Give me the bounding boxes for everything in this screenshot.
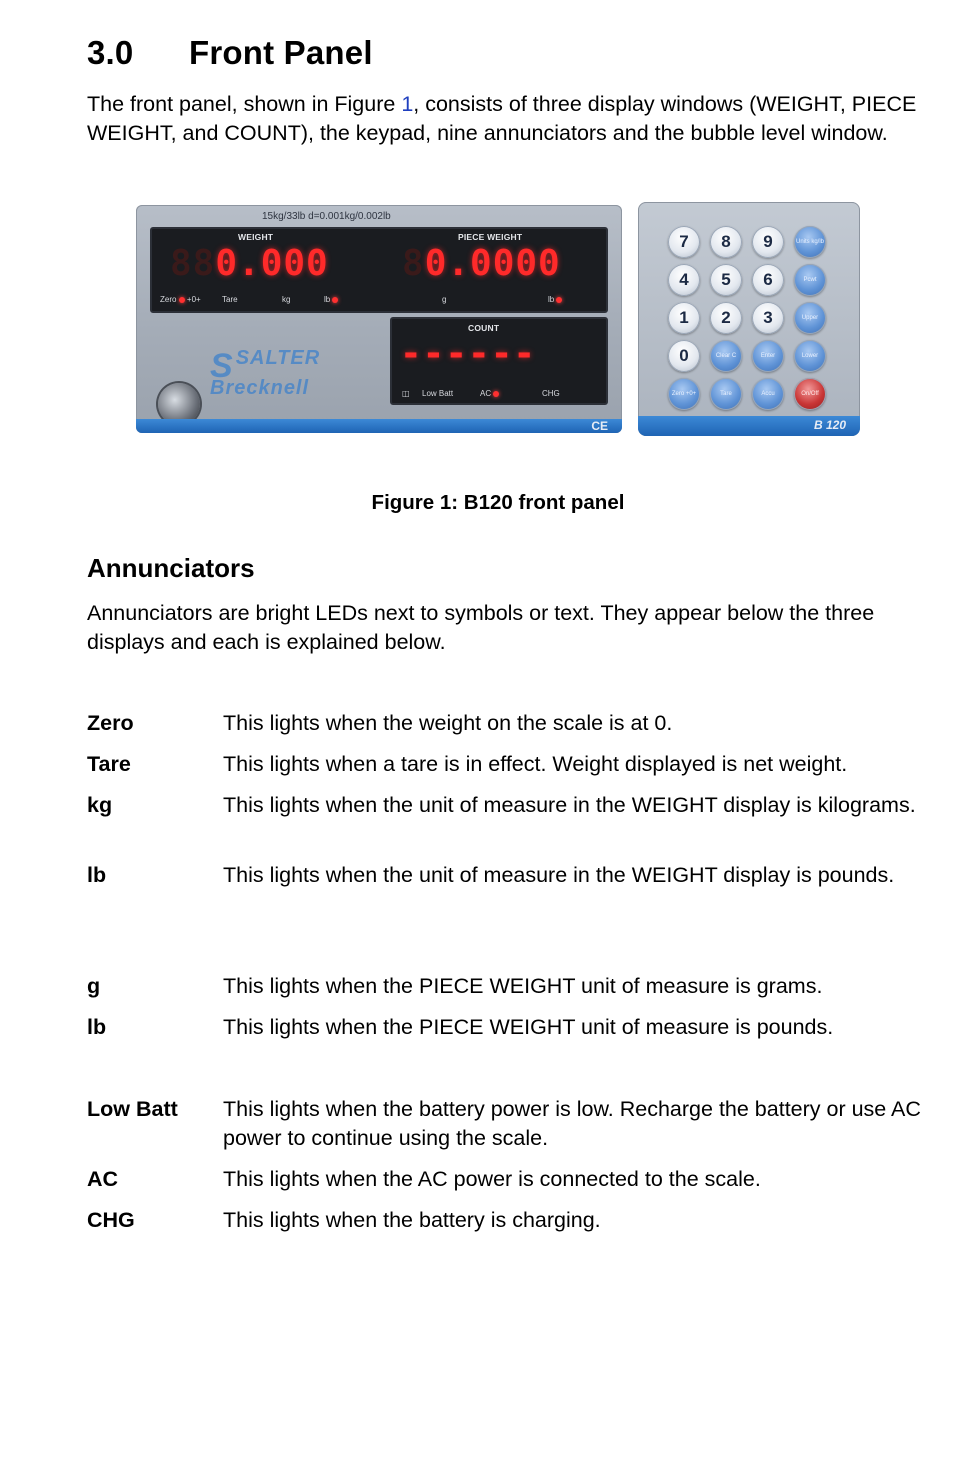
definition-desc: This lights when the unit of measure in the WEIGHT display is kilograms. [223,793,916,817]
section-heading [87,34,373,72]
definition-desc: This lights when a tare is in effect. Weight displayed is net weight. [223,752,848,776]
intro-paragraph [87,90,917,148]
piece-lb-annunciator: lb [548,295,562,304]
piece-weight-display: 80.0000 [402,243,561,284]
count-window [390,317,608,405]
count-display: ------ [400,333,537,374]
annunciators-intro: Annunciators are bright LEDs next to symbols or text. They appear below the three displays and each is explained below. [87,601,875,654]
kg-annunciator: kg [282,295,291,304]
definition-term: Tare [87,752,131,776]
definition-term: CHG [87,1208,135,1232]
intro-text-1: The front panel, shown in Figure [87,92,402,116]
definition-desc: This lights when the AC power is connected to the scale. [223,1167,761,1191]
chg-annunciator: CHG [542,389,560,398]
definition-term: g [87,974,101,998]
figure-link[interactable]: 1 [401,92,414,116]
definition-term: Zero [87,711,134,735]
key-0: 0 [668,340,700,372]
key-tare: Tare [710,378,742,410]
definition-term: AC [87,1167,119,1191]
capacity-spec-label: 15kg/33lb d=0.001kg/0.002lb [262,211,391,222]
key-accu: Accu [752,378,784,410]
definition-term: kg [87,793,113,817]
key-on-off: On/Off [794,378,826,410]
definition-term: Low Batt [87,1097,178,1121]
key-upper: Upper [794,302,826,334]
section-number: 3.0 [87,34,134,71]
model-label: B 120 [813,418,846,432]
lb-annunciator: lb [324,295,338,304]
key-3: 3 [752,302,784,334]
definition-desc: This lights when the PIECE WEIGHT unit of measure is pounds. [223,1015,834,1039]
key-6: 6 [752,264,784,296]
weight-label: WEIGHT [238,232,274,242]
ac-annunciator: AC [480,389,499,398]
definition-term: lb [87,863,107,887]
tare-annunciator: Tare [222,295,238,304]
key-9: 9 [752,226,784,258]
key-lower: Lower [794,340,826,372]
front-panel-figure [136,202,860,438]
key-2: 2 [710,302,742,334]
definition-desc: This lights when the PIECE WEIGHT unit of measure is grams. [223,974,823,998]
weight-and-piece-window [150,227,608,313]
weight-display: 880.000 [170,243,329,284]
definition-desc: This lights when the battery power is low. Recharge the battery or use AC power to continue using the scale. [223,1097,921,1150]
key-clear: Clear C [710,340,742,372]
count-label: COUNT [468,323,500,333]
keypad-panel [638,202,860,436]
key-8: 8 [710,226,742,258]
key-units: Units kg/lb [794,226,826,258]
definition-desc: This lights when the weight on the scale is at 0. [223,711,673,735]
battery-icon: ◫ [402,389,410,398]
figure-caption: Figure 1: B120 front panel [371,491,625,514]
key-4: 4 [668,264,700,296]
ce-mark: CE [591,419,608,433]
g-annunciator: g [442,295,447,304]
annunciators-heading: Annunciators [87,553,255,583]
blue-trim [136,419,622,433]
piece-weight-label: PIECE WEIGHT [458,232,523,242]
section-title: Front Panel [189,34,373,71]
key-pcwt: Pcwt [794,264,826,296]
key-7: 7 [668,226,700,258]
zero-annunciator: Zero +0+ [160,295,201,304]
intro-text-2: , consists of three display windows (WEIGHT, PIECE WEIGHT, and COUNT), the keypad, nine annunciators and the bubble level window. [87,92,917,145]
key-enter: Enter [752,340,784,372]
salter-brecknell-logo: SSALTER Brecknell [210,347,321,399]
display-panel [136,205,622,433]
key-1: 1 [668,302,700,334]
definition-desc: This lights when the battery is charging. [223,1208,601,1232]
definition-term: lb [87,1015,107,1039]
key-zero: Zero +0+ [668,378,700,410]
definition-desc: This lights when the unit of measure in the WEIGHT display is pounds. [223,863,895,887]
low-batt-annunciator: Low Batt [422,389,454,398]
key-5: 5 [710,264,742,296]
